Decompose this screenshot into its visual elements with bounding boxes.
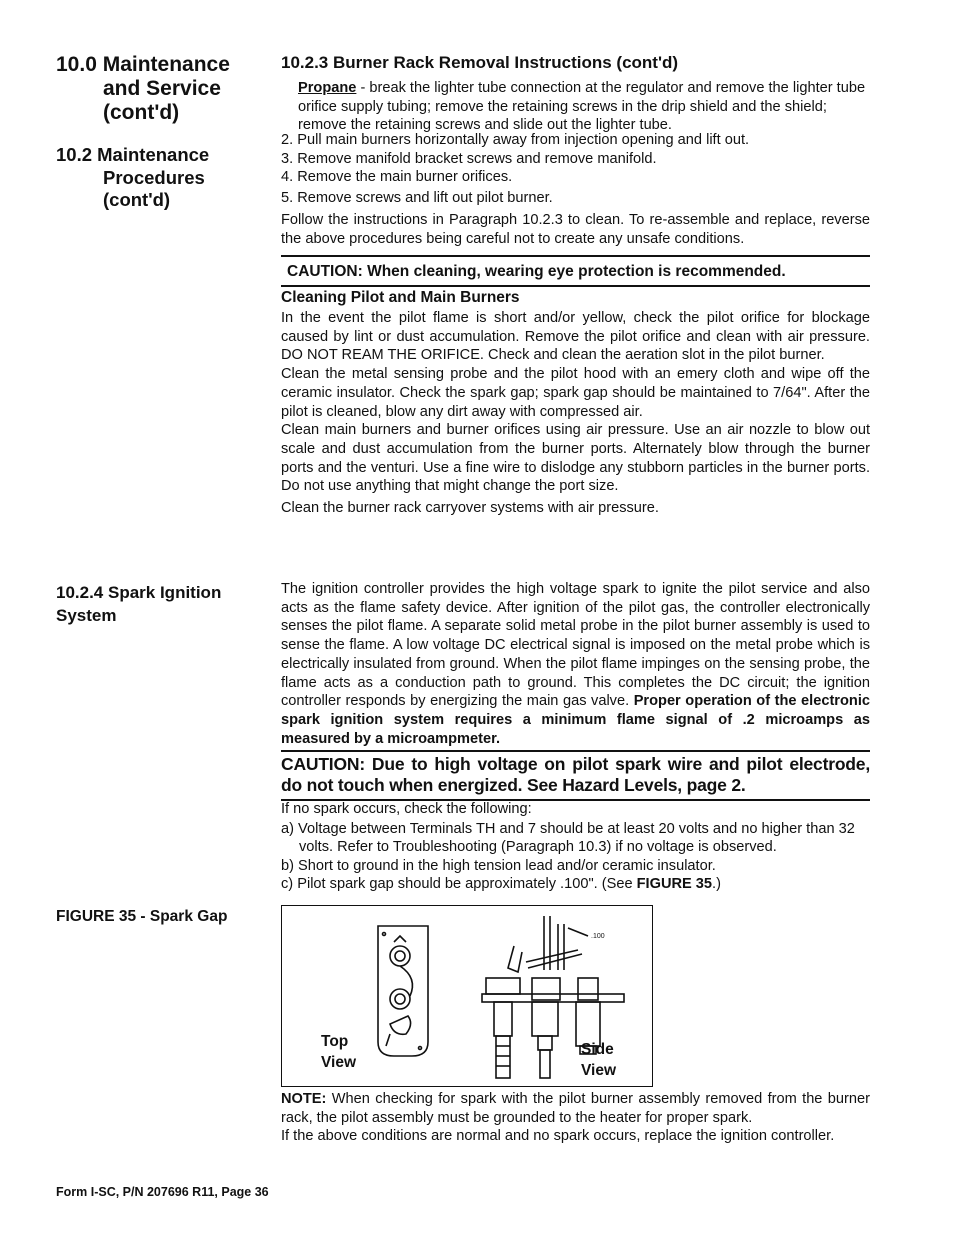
side-view-label: Side View bbox=[581, 1041, 617, 1079]
check-intro: If no spark occurs, check the following: bbox=[281, 801, 532, 817]
figure-label: FIGURE 35 - Spark Gap bbox=[56, 908, 228, 925]
gap-dimension-label: .100 bbox=[591, 933, 605, 940]
top-view-label: Top View bbox=[321, 1033, 357, 1071]
follow-paragraph: Follow the instructions in Paragraph 10.2.3 to clean. To re-assemble and replace, reverse the above procedures being careful not to create any unsafe conditions. bbox=[281, 212, 870, 247]
propane-paragraph bbox=[298, 79, 870, 135]
step-2: 2. Pull main burners horizontally away from injection opening and lift out. bbox=[281, 132, 750, 148]
note-label: NOTE: bbox=[281, 1091, 327, 1107]
section-title-10-2-3: 10.2.3 Burner Rack Removal Instructions (cont'd) bbox=[281, 53, 679, 72]
ignition-paragraph bbox=[281, 580, 870, 748]
final-paragraph: If the above conditions are normal and no spark occurs, replace the ignition controller. bbox=[281, 1128, 835, 1144]
step-3: 3. Remove manifold bracket screws and remove manifold. bbox=[281, 150, 657, 167]
step-4: 4. Remove the main burner orifices. bbox=[281, 169, 513, 185]
section-heading-10-2-4: 10.2.4 Spark Ignition System bbox=[56, 583, 222, 625]
ignition-text: The ignition controller provides the high voltage spark to ignite the pilot service and also acts as the flame safety device. After ignition of the pilot gas, the controller electronically senses the pilot flame. A separate solid metal probe in the pilot burner assembly is used to sense the flame. A low voltage DC electrical signal is imposed on the metal probe which is electrically insulated from ground. When the pilot flame impinges on the sensing probe, the flame acts as a conduction path to ground. This completes the DC circuit; the ignition controller responds by energizing the main gas valve. bbox=[281, 581, 870, 710]
step-5: 5. Remove screws and lift out pilot burner. bbox=[281, 189, 553, 206]
caution-high-voltage bbox=[281, 750, 870, 801]
top-view-drawing bbox=[378, 926, 428, 1056]
cleaning-p3: Clean main burners and burner orifices using air pressure. Use an air nozzle to blow out scale and dust accumulation from the burner ports. Alternately blow through the burner ports and the venturi. Use a fine wire to dislodge any stubborn particles in the burner ports. Do not use anything that might change the port size. bbox=[281, 422, 870, 495]
cleaning-p4: Clean the burner rack carryover systems with air pressure. bbox=[281, 500, 659, 517]
propane-label: Propane bbox=[298, 80, 357, 96]
check-b: b) Short to ground in the high tension lead and/or ceramic insulator. bbox=[281, 857, 716, 874]
caution-voltage-text: CAUTION: Due to high voltage on pilot spark wire and pilot electrode, do not touch when energized. See Hazard Levels, page 2. bbox=[281, 754, 870, 795]
caution-eye-text: CAUTION: When cleaning, wearing eye protection is recommended. bbox=[287, 263, 786, 280]
caution-eye-protection bbox=[281, 255, 870, 287]
section-heading-10-2: 10.2 Maintenance Procedures (cont'd) bbox=[56, 144, 210, 210]
note-text: When checking for spark with the pilot burner assembly removed from the burner rack, the pilot assembly must be grounded to the heater for proper spark. bbox=[281, 1091, 870, 1126]
cleaning-title: Cleaning Pilot and Main Burners bbox=[281, 289, 520, 306]
cleaning-p2: Clean the metal sensing probe and the pilot hood with an emery cloth and wipe off the ceramic insulator. Check the spark gap; spark gap should be maintained to 7/64". After the pilot is cleaned, blow any dirt away with compressed air. bbox=[281, 366, 870, 420]
propane-text: - break the lighter tube connection at the regulator and remove the lighter tube orifice supply tubing; remove the retaining screws in the drip shield and the shield; remove the retaining screws and slide out the lighter tube. bbox=[298, 80, 866, 133]
cleaning-p1: In the event the pilot flame is short and/or yellow, check the pilot orifice for blockage caused by lint or dust accumulation. Remove the pilot orifice and clean with air pressure. DO NOT REAM THE ORIFICE. Check and clean the aeration slot in the pilot burner. bbox=[281, 310, 870, 364]
figure-35-spark-gap bbox=[281, 905, 653, 1087]
note-paragraph bbox=[281, 1090, 870, 1127]
section-heading-10-0: 10.0 Maintenance and Service (cont'd) bbox=[56, 53, 230, 124]
cleaning-body bbox=[281, 309, 870, 518]
ignition-bold-text: Proper operation of the electronic spark ignition system requires a minimum flame signal of .2 microamps as measured by a microampmeter. bbox=[281, 693, 870, 747]
check-list bbox=[281, 800, 870, 894]
check-c: c) Pilot spark gap should be approximately .100". (See FIGURE 35.) bbox=[281, 876, 721, 892]
page-footer: Form I-SC, P/N 207696 R11, Page 36 bbox=[56, 1185, 269, 1199]
steps-list bbox=[281, 131, 871, 207]
check-a: a) Voltage between Terminals TH and 7 should be at least 20 volts and no higher than 32 volts. Refer to Troubleshooting (Paragraph 10.3) if no voltage is observed. bbox=[281, 820, 855, 855]
